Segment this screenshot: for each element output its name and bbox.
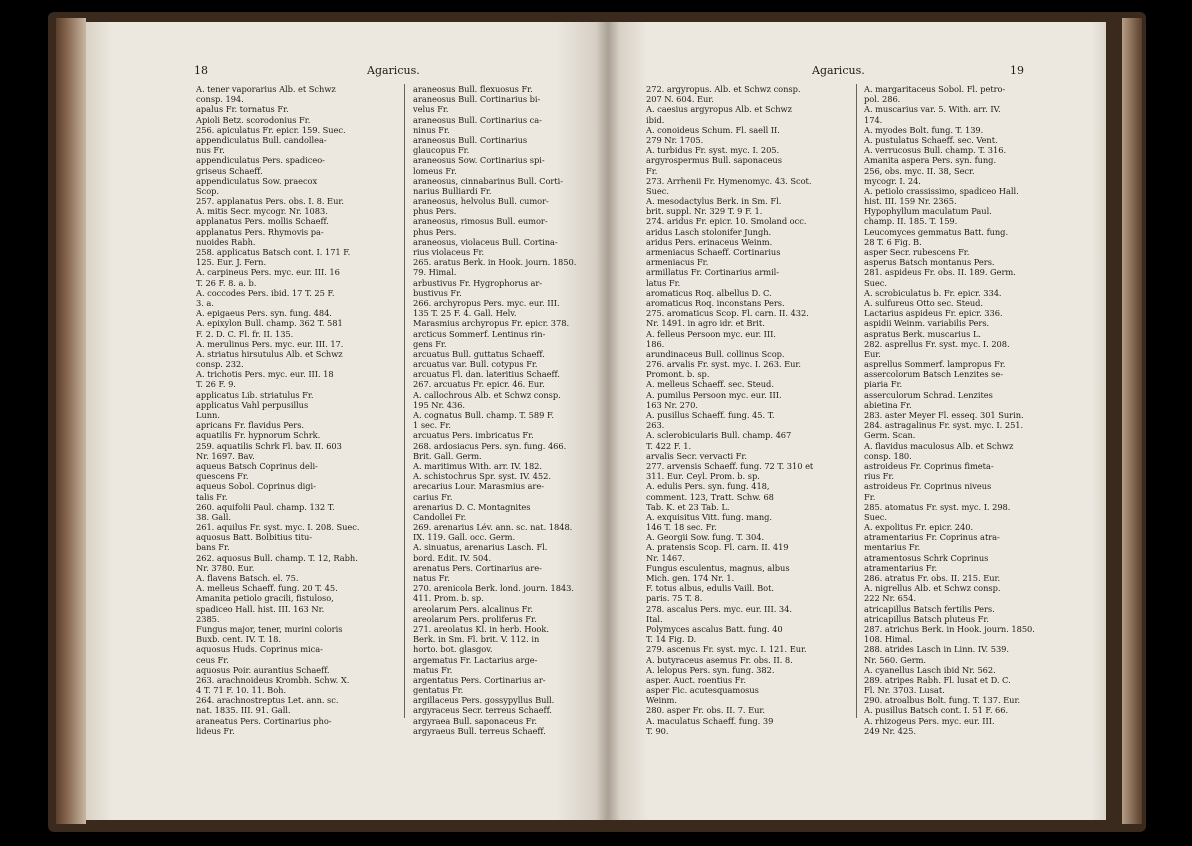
entry-line: Lunn. bbox=[196, 410, 220, 420]
entry-line: araneosus, helvolus Bull. cumor- bbox=[413, 196, 549, 207]
entry-line: carius Fr. bbox=[413, 491, 453, 502]
entry-line: 79. Himal. bbox=[413, 267, 457, 278]
entry-line: A. exquisitus Vitt. fung. mang. bbox=[646, 511, 772, 522]
entry-line: 267. arcuatus Fr. epicr. 46. Eur. bbox=[413, 379, 545, 390]
entry-line: Fl. Nr. 3703. Lusat. bbox=[864, 685, 945, 696]
entry-line: A. melleus Schaeff. sec. Steud. bbox=[646, 379, 774, 390]
entry-line: 283. aster Meyer Fl. esseq. 301 Surin. bbox=[864, 410, 1024, 420]
entry-line: arvalis Secr. vervacti Fr. bbox=[646, 450, 747, 461]
entry-line: applicatus Vahl perpusillus bbox=[196, 399, 309, 410]
entry-line: 264. arachnostreptus Let. ann. sc. bbox=[196, 695, 339, 706]
entry-line: A. petiolo crassissimo, spadiceo Hall. bbox=[864, 185, 1019, 196]
entry-line: astroideus Fr. Coprinus fimeta- bbox=[864, 460, 994, 471]
entry-line: Polymyces ascalus Batt. fung. 40 bbox=[646, 623, 783, 634]
entry-line: 38. Gall. bbox=[196, 511, 231, 522]
entry-line: 279 Nr. 1705. bbox=[646, 134, 704, 145]
entry-line: A. callochrous Alb. et Schwz consp. bbox=[413, 389, 561, 400]
entry-line: A. Georgii Sow. fung. T. 304. bbox=[646, 532, 765, 543]
entry-line: Nr. 3780. Eur. bbox=[196, 562, 255, 573]
entry-line: arecarius Lour. Marasmius are- bbox=[413, 481, 544, 492]
entry-line: aquosus Poir. aurantius Schaeff. bbox=[196, 664, 330, 675]
entry-line: phus Pers. bbox=[413, 226, 457, 237]
entry-line: 263. bbox=[646, 420, 665, 431]
entry-line: lideus Fr. bbox=[196, 725, 235, 736]
entry-line: A. maritimus With. arr. IV. 182. bbox=[413, 460, 542, 471]
entry-line: 276. arvalis Fr. syst. myc. I. 263. Eur. bbox=[646, 359, 801, 370]
entry-line: asper Fic. acutesquamosus bbox=[646, 685, 759, 696]
entry-line: comment. 123, Tratt. Schw. 68 bbox=[646, 491, 774, 502]
entry-line: A. schistochrus Spr. syst. IV. 452. bbox=[413, 471, 551, 482]
entry-line: appendiculatus Sow. praecox bbox=[196, 175, 318, 186]
entry-line: asper Secr. rubescens Fr. bbox=[864, 247, 970, 257]
entry-line: velus Fr. bbox=[413, 104, 449, 115]
entry-line: 289. atripes Rabh. Fl. lusat et D. C. bbox=[864, 674, 1011, 685]
entry-line: 256. apiculatus Fr. epicr. 159. Suec. bbox=[196, 124, 346, 135]
entry-line: arcticus Sommerf. Lentinus rin- bbox=[413, 328, 546, 339]
entry-line: nuoides Rabh. bbox=[196, 236, 256, 247]
entry-line: araneatus Pers. Cortinarius pho- bbox=[196, 715, 332, 726]
entry-line: 256, obs. myc. II. 38, Secr. bbox=[864, 165, 975, 176]
entry-line: Candollei Fr. bbox=[413, 511, 467, 522]
entry-line: argyraeus Bull. terreus Schaeff. bbox=[413, 725, 546, 736]
entry-line: 281. aspideus Fr. obs. II. 189. Germ. bbox=[864, 267, 1016, 278]
entry-line: araneosus, rimosus Bull. eumor- bbox=[413, 216, 548, 227]
entry-line: bustivus Fr. bbox=[413, 287, 462, 298]
entry-line: 290. atroalbus Bolt. fung. T. 137. Eur. bbox=[864, 695, 1021, 706]
entry-line: applanatus Pers. Rhymovis pa- bbox=[196, 226, 324, 237]
entry-line: 287. atrichus Berk. in Hook. journ. 1850. bbox=[864, 623, 1035, 634]
entry-line: A. expolitus Fr. epicr. 240. bbox=[864, 522, 974, 533]
right-column-1 bbox=[646, 84, 846, 736]
entry-line: A. felleus Persoon myc. eur. III. bbox=[646, 328, 776, 339]
entry-line: A. epigaeus Pers. syn. fung. 484. bbox=[196, 308, 332, 319]
entry-line: atramentosus Schrk Coprinus bbox=[864, 552, 989, 563]
entry-line: bord. Edit. IV. 504. bbox=[413, 552, 492, 563]
entry-line: atramentarius Fr. bbox=[864, 562, 938, 573]
entry-line: A. verrucosus Bull. champ. T. 316. bbox=[864, 145, 1007, 156]
entry-line: A. sclerobicularis Bull. champ. 467 bbox=[646, 430, 792, 441]
entry-line: Mich. gen. 174 Nr. 1. bbox=[646, 573, 735, 583]
entry-line: atramentarius Fr. Coprinus atra- bbox=[864, 532, 1000, 543]
entry-line: Fr. bbox=[864, 491, 876, 502]
entry-line: A. striatus hirsutulus Alb. et Schwz bbox=[196, 348, 343, 359]
entry-line: A. mesodactylus Berk. in Sm. Fl. bbox=[646, 196, 782, 207]
entry-line: Fungus esculentus, magnus, albus bbox=[646, 562, 790, 573]
left-page-number: 18 bbox=[194, 64, 208, 77]
entry-line: Brit. Gall. Germ. bbox=[413, 450, 482, 461]
entry-line: matus Fr. bbox=[413, 664, 453, 675]
right-page-number: 19 bbox=[1010, 64, 1024, 77]
entry-line: 263. arachnoideus Krombh. Schw. X. bbox=[196, 674, 350, 685]
left-running-head: Agaricus. bbox=[367, 64, 420, 77]
entry-line: aspratus Berk. muscarius L. bbox=[864, 328, 981, 339]
entry-line: F. 2. D. C. Fl. fr. II. 135. bbox=[196, 328, 294, 339]
entry-line: Nr. 560. Germ. bbox=[864, 654, 927, 665]
entry-line: araneosus Bull. Cortinarius bi- bbox=[413, 94, 541, 105]
entry-line: 262. aquosus Bull. champ. T. 12, Rabh. bbox=[196, 552, 358, 563]
entry-line: A. pratensis Scop. Fl. carn. II. 419 bbox=[646, 542, 789, 553]
entry-line: 195 Nr. 436. bbox=[413, 399, 465, 410]
entry-line: rius Fr. bbox=[864, 471, 894, 482]
entry-line: armeniacus Schaeff. Cortinarius bbox=[646, 247, 781, 257]
entry-line: Promont. b. sp. bbox=[646, 369, 710, 380]
entry-line: araneosus Bull. Cortinarius bbox=[413, 134, 528, 145]
entry-line: arcuatus var. Bull. cotypus Fr. bbox=[413, 359, 538, 370]
entry-line: ibid. bbox=[646, 114, 665, 125]
entry-line: A. flavens Batsch. el. 75. bbox=[196, 573, 299, 583]
entry-line: araneosus Bull. flexuosus Fr. bbox=[413, 84, 533, 94]
page-edges-right bbox=[1122, 18, 1142, 824]
entry-line: appendiculatus Pers. spadiceo- bbox=[196, 155, 325, 166]
entry-line: aromaticus Roq. inconstans Pers. bbox=[646, 297, 785, 308]
entry-line: Germ. Scan. bbox=[864, 430, 916, 441]
entry-line: argyrospermus Bull. saponaceus bbox=[646, 155, 782, 166]
left-column-1 bbox=[196, 84, 400, 736]
entry-line: 261. aquilus Fr. syst. myc. I. 208. Suec. bbox=[196, 522, 360, 533]
entry-line: A. melleus Schaeff. fung. 20 T. 45. bbox=[196, 583, 338, 594]
entry-line: IX. 119. Gall. occ. Germ. bbox=[413, 532, 516, 543]
entry-line: astroideus Fr. Coprinus niveus bbox=[864, 481, 992, 492]
entry-line: Weinm. bbox=[646, 695, 677, 706]
entry-line: A. maculatus Schaeff. fung. 39 bbox=[646, 715, 774, 726]
entry-line: brit. suppl. Nr. 329 T. 9 F. 1. bbox=[646, 206, 763, 217]
entry-line: champ. II. 185. T. 159. bbox=[864, 216, 958, 227]
entry-line: bans Fr. bbox=[196, 542, 230, 553]
right-column-rule bbox=[856, 84, 857, 718]
entry-line: A. edulis Pers. syn. fung. 418, bbox=[646, 481, 770, 492]
entry-line: 311. Eur. Ceyl. Prom. b. sp. bbox=[646, 471, 760, 482]
entry-line: 280. asper Fr. obs. II. 7. Eur. bbox=[646, 705, 765, 716]
entry-line: apricans Fr. flavidus Pers. bbox=[196, 420, 304, 431]
entry-line: araneosus Sow. Cortinarius spi- bbox=[413, 155, 545, 166]
entry-line: 3. a. bbox=[196, 297, 214, 308]
entry-line: argematus Fr. Lactarius arge- bbox=[413, 654, 538, 665]
entry-line: argillaceus Pers. gossypyllus Bull. bbox=[413, 695, 555, 706]
entry-line: 186. bbox=[646, 338, 665, 349]
entry-line: Suec. bbox=[864, 511, 887, 522]
entry-line: arenatus Pers. Cortinarius are- bbox=[413, 562, 542, 573]
entry-line: A. sinuatus, arenarius Lasch. Fl. bbox=[413, 542, 548, 553]
entry-line: Nr. 1467. bbox=[646, 552, 685, 563]
entry-line: Ital. bbox=[646, 613, 663, 624]
entry-line: A. butyraceus asemus Fr. obs. II. 8. bbox=[646, 654, 793, 665]
entry-line: Berk. in Sm. Fl. brit. V. 112. in bbox=[413, 634, 540, 645]
entry-line: applicatus Lib. striatulus Fr. bbox=[196, 389, 314, 400]
entry-line: consp. 232. bbox=[196, 359, 244, 370]
entry-line: A. myodes Bolt. fung. T. 139. bbox=[864, 124, 984, 135]
entry-line: 275. aromaticus Scop. Fl. carn. II. 432. bbox=[646, 308, 809, 319]
entry-line: nat. 1835. III. 91. Gall. bbox=[196, 705, 291, 716]
entry-line: quescens Fr. bbox=[196, 471, 249, 482]
entry-line: armillatus Fr. Cortinarius armil- bbox=[646, 267, 780, 278]
entry-line: areolarum Pers. proliferus Fr. bbox=[413, 613, 537, 624]
entry-line: A. scrobiculatus b. Fr. epicr. 334. bbox=[864, 287, 1002, 298]
entry-line: aridus Lasch stolonifer Jungh. bbox=[646, 226, 772, 237]
entry-line: asperus Batsch montanus Pers. bbox=[864, 257, 995, 268]
entry-line: A. trichotis Pers. myc. eur. III. 18 bbox=[196, 369, 334, 380]
entry-line: T. 26 F. 8. a. b. bbox=[196, 277, 257, 288]
entry-line: 125. Eur. J. Fern. bbox=[196, 257, 267, 268]
entry-line: aqueus Batsch Coprinus deli- bbox=[196, 460, 318, 471]
entry-line: nus Fr. bbox=[196, 145, 225, 156]
entry-line: argentatus Pers. Cortinarius ar- bbox=[413, 674, 546, 685]
entry-line: ceus Fr. bbox=[196, 654, 229, 665]
entry-line: A. coccodes Pers. ibid. 17 T. 25 F. bbox=[196, 287, 335, 298]
entry-line: araneosus Bull. Cortinarius ca- bbox=[413, 114, 542, 125]
entry-line: A. carpineus Pers. myc. eur. III. 16 bbox=[196, 267, 340, 278]
entry-line: A. pusillus Schaeff. fung. 45. T. bbox=[646, 410, 775, 420]
entry-line: arcuatus Pers. imbricatus Fr. bbox=[413, 430, 534, 441]
entry-line: mycogr. I. 24. bbox=[864, 175, 921, 186]
entry-line: paris. 75 T. 8. bbox=[646, 593, 703, 604]
entry-line: argyraea Bull. saponaceus Fr. bbox=[413, 715, 537, 726]
entry-line: consp. 194. bbox=[196, 94, 244, 105]
entry-line: 108. Himal. bbox=[864, 634, 913, 645]
entry-line: 270. arenicola Berk. lond. journ. 1843. bbox=[413, 583, 574, 594]
entry-line: arundinaceus Bull. collinus Scop. bbox=[646, 348, 785, 359]
entry-line: 272. argyropus. Alb. et Schwz consp. bbox=[646, 84, 801, 94]
entry-line: gentatus Fr. bbox=[413, 685, 464, 696]
entry-line: aqueus Sobol. Coprinus digi- bbox=[196, 481, 316, 492]
entry-line: assercolorum Batsch Lenzites se- bbox=[864, 369, 1004, 380]
entry-line: T. 90. bbox=[646, 725, 669, 736]
entry-line: A. merulinus Pers. myc. eur. III. 17. bbox=[196, 338, 344, 349]
entry-line: A. mitis Secr. mycogr. Nr. 1083. bbox=[196, 206, 328, 217]
entry-line: rius violaceus Fr. bbox=[413, 247, 485, 257]
entry-line: Marasmius archyropus Fr. epicr. 378. bbox=[413, 318, 570, 329]
entry-line: armeniacus Fr. bbox=[646, 257, 709, 268]
entry-line: A. nigrellus Alb. et Schwz consp. bbox=[864, 583, 1001, 594]
entry-line: 146 T. 18 sec. Fr. bbox=[646, 522, 717, 533]
entry-line: 284. astragalinus Fr. syst. myc. I. 251. bbox=[864, 420, 1024, 431]
entry-line: pol. 286. bbox=[864, 94, 901, 105]
entry-line: talis Fr. bbox=[196, 491, 228, 502]
entry-line: 259. aquatilis Schrk Fl. bav. II. 603 bbox=[196, 440, 342, 451]
entry-line: latus Fr. bbox=[646, 277, 681, 288]
entry-line: T. 26 F. 9. bbox=[196, 379, 236, 390]
entry-line: araneosus, violaceus Bull. Cortina- bbox=[413, 236, 558, 247]
entry-line: natus Fr. bbox=[413, 573, 450, 583]
entry-line: Scop. bbox=[196, 185, 220, 196]
entry-line: A. rhizogeus Pers. myc. eur. III. bbox=[864, 715, 995, 726]
entry-line: abietina Fr. bbox=[864, 399, 912, 410]
entry-line: arbustivus Fr. Hygrophorus ar- bbox=[413, 277, 543, 288]
entry-line: Suec. bbox=[864, 277, 887, 288]
left-column-2 bbox=[413, 84, 603, 736]
entry-line: 4 T. 71 F. 10. 11. Boh. bbox=[196, 685, 287, 696]
entry-line: asserculorum Schrad. Lenzites bbox=[864, 389, 993, 400]
entry-line: 207 N. 604. Eur. bbox=[646, 94, 714, 105]
entry-line: 135 T. 25 F. 4. Gall. Helv. bbox=[413, 308, 517, 319]
entry-line: 222 Nr. 654. bbox=[864, 593, 916, 604]
entry-line: Leucomyces gemmatus Batt. fung. bbox=[864, 226, 1009, 237]
entry-line: aquosus Batt. Bolbitius titu- bbox=[196, 532, 313, 543]
entry-line: aspidii Weinm. variabilis Pers. bbox=[864, 318, 990, 329]
right-running-head: Agaricus. bbox=[812, 64, 865, 77]
entry-line: narius Bulliardi Fr. bbox=[413, 185, 492, 196]
entry-line: 266. archyropus Pers. myc. eur. III. bbox=[413, 297, 560, 308]
entry-line: consp. 180. bbox=[864, 450, 912, 461]
entry-line: ninus Fr. bbox=[413, 124, 450, 135]
entry-line: A. turbidus Fr. syst. myc. I. 205. bbox=[646, 145, 780, 156]
entry-line: aquatilis Fr. hypnorum Schrk. bbox=[196, 430, 321, 441]
entry-line: 277. arvensis Schaeff. fung. 72 T. 310 et bbox=[646, 460, 814, 471]
entry-line: T. 14 Fig. D. bbox=[646, 634, 697, 645]
entry-line: Nr. 1697. Bav. bbox=[196, 450, 255, 461]
entry-line: A. cyanellus Lasch ibid Nr. 562. bbox=[864, 664, 996, 675]
entry-line: Nr. 1491. in agro idr. et Brit. bbox=[646, 318, 765, 329]
entry-line: asper. Auct. roentius Fr. bbox=[646, 674, 746, 685]
entry-line: Fungus major, tener, murini coloris bbox=[196, 623, 343, 634]
entry-line: araneosus, cinnabarinus Bull. Corti- bbox=[413, 175, 563, 186]
entry-line: 274. aridus Fr. epicr. 10. Smoland occ. bbox=[646, 216, 807, 227]
entry-line: apalus Fr. tornatus Fr. bbox=[196, 104, 289, 115]
entry-line: 265. aratus Berk. in Hook. journ. 1850. bbox=[413, 257, 577, 268]
entry-line: A. pusillus Batsch cont. I. 51 F. 66. bbox=[864, 705, 1009, 716]
entry-line: asprellus Sommerf. lampropus Fr. bbox=[864, 359, 1006, 370]
entry-line: A. conoideus Schum. Fl. saell II. bbox=[646, 124, 780, 135]
entry-line: argyraceus Secr. terreus Schaeff. bbox=[413, 705, 552, 716]
entry-line: aromaticus Roq. albellus D. C. bbox=[646, 287, 772, 298]
entry-line: 174. bbox=[864, 114, 883, 125]
entry-line: applanatus Pers. mollis Schaeff. bbox=[196, 216, 329, 227]
entry-line: phus Pers. bbox=[413, 206, 457, 217]
entry-line: A. pustulatus Schaeff. sec. Vent. bbox=[864, 134, 998, 145]
entry-line: 288. atrides Lasch in Linn. IV. 539. bbox=[864, 644, 1009, 655]
entry-line: Buxb. cent. IV. T. 18. bbox=[196, 634, 281, 645]
entry-line: A. sulfureus Otto sec. Steud. bbox=[864, 297, 984, 308]
entry-line: Hypophyllum maculatum Paul. bbox=[864, 206, 992, 217]
entry-line: 286. atratus Fr. obs. II. 215. Eur. bbox=[864, 573, 1001, 583]
entry-line: Amanita petiolo gracili, fistuloso, bbox=[196, 593, 334, 604]
entry-line: 163 Nr. 270. bbox=[646, 399, 698, 410]
entry-line: appendiculatus Bull. candollea- bbox=[196, 134, 327, 145]
entry-line: 257. applanatus Pers. obs. I. 8. Eur. bbox=[196, 196, 344, 207]
entry-line: 249 Nr. 425. bbox=[864, 725, 916, 736]
entry-line: aridus Pers. erinaceus Weinm. bbox=[646, 236, 773, 247]
entry-line: Suec. bbox=[646, 185, 669, 196]
entry-line: griseus Schaeff. bbox=[196, 165, 263, 176]
page-edges-left bbox=[56, 18, 86, 824]
entry-line: mentarius Fr. bbox=[864, 542, 921, 553]
entry-line: 268. ardosiacus Pers. syn. fung. 466. bbox=[413, 440, 567, 451]
entry-line: spadiceo Hall. hist. III. 163 Nr. bbox=[196, 603, 325, 614]
entry-line: A. epixylon Bull. champ. 362 T. 581 bbox=[196, 318, 343, 329]
entry-line: A. caesius argyropus Alb. et Schwz bbox=[646, 104, 792, 115]
entry-line: 269. arenarius Lév. ann. sc. nat. 1848. bbox=[413, 522, 573, 533]
entry-line: 1 sec. Fr. bbox=[413, 420, 451, 431]
entry-line: areolarum Pers. alcalinus Fr. bbox=[413, 603, 533, 614]
entry-line: lomeus Fr. bbox=[413, 165, 457, 176]
entry-line: gens Fr. bbox=[413, 338, 447, 349]
entry-line: A. lelopus Pers. syn. fung. 382. bbox=[646, 664, 775, 675]
entry-line: Eur. bbox=[864, 348, 881, 359]
entry-line: A. tener vaporarius Alb. et Schwz bbox=[196, 84, 336, 94]
entry-line: F. totus albus, edulis Vaill. Bot. bbox=[646, 583, 774, 594]
entry-line: piaria Fr. bbox=[864, 379, 903, 390]
entry-line: A. muscarius var. 5. With. arr. IV. bbox=[864, 104, 1001, 115]
entry-line: Apioli Betz. scorodonius Fr. bbox=[196, 114, 311, 125]
entry-line: 260. aquifolii Paul. champ. 132 T. bbox=[196, 501, 335, 512]
left-column-rule bbox=[404, 84, 405, 718]
entry-line: 411. Prom. b. sp. bbox=[413, 593, 484, 604]
entry-line: arcuatus Fl. dan. lateritius Schaeff. bbox=[413, 369, 560, 380]
entry-line: horto. bot. glasgov. bbox=[413, 644, 493, 655]
entry-line: glaucopus Fr. bbox=[413, 145, 470, 156]
entry-line: Fr. bbox=[646, 165, 658, 176]
entry-line: 2385. bbox=[196, 613, 220, 624]
entry-line: A. pumilus Persoon myc. eur. III. bbox=[646, 389, 782, 400]
entry-line: 282. asprellus Fr. syst. myc. I. 208. bbox=[864, 338, 1010, 349]
entry-line: hist. III. 159 Nr. 2365. bbox=[864, 196, 957, 207]
entry-line: atricapillus Batsch fertilis Pers. bbox=[864, 603, 995, 614]
entry-line: A. flavidus maculosus Alb. et Schwz bbox=[864, 440, 1014, 451]
entry-line: 28 T. 6 Fig. B. bbox=[864, 236, 922, 247]
entry-line: atricapillus Batsch pluteus Fr. bbox=[864, 613, 989, 624]
entry-line: aquosus Huds. Coprinus mica- bbox=[196, 644, 323, 655]
entry-line: 271. areolatus Kl. in herb. Hook. bbox=[413, 623, 549, 634]
entry-line: Lactarius aspideus Fr. epicr. 336. bbox=[864, 308, 1003, 319]
entry-line: T. 422 F. 1. bbox=[646, 440, 692, 451]
entry-line: 278. ascalus Pers. myc. eur. III. 34. bbox=[646, 603, 792, 614]
entry-line: 258. applicatus Batsch cont. I. 171 F. bbox=[196, 247, 351, 257]
entry-line: arcuatus Bull. guttatus Schaeff. bbox=[413, 348, 545, 359]
entry-line: A. margaritaceus Sobol. Fl. petro- bbox=[864, 84, 1006, 94]
entry-line: Tab. K. et 23 Tab. L. bbox=[646, 501, 730, 512]
entry-line: 273. Arrhenii Fr. Hymenomyc. 43. Scot. bbox=[646, 175, 812, 186]
entry-line: 279. ascenus Fr. syst. myc. I. 121. Eur. bbox=[646, 644, 807, 655]
entry-line: 285. atomatus Fr. syst. myc. I. 298. bbox=[864, 501, 1011, 512]
entry-line: Amanita aspera Pers. syn. fung. bbox=[864, 155, 997, 166]
entry-line: A. cognatus Bull. champ. T. 589 F. bbox=[413, 410, 554, 420]
entry-line: arenarius D. C. Montagnites bbox=[413, 501, 531, 512]
right-column-2 bbox=[864, 84, 1054, 736]
